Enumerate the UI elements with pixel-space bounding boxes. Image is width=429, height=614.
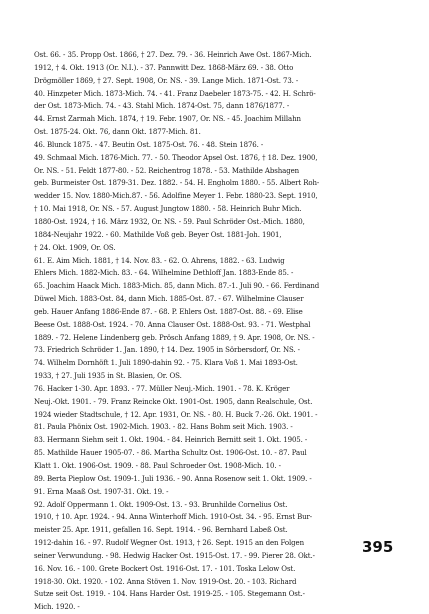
text-line: 49. Schmaal Mich. 1876-Mich. 77. - 50. Theodor Apsel Ost. 1876, † 18. Dez. 1900, (34, 153, 318, 162)
text-line: 1912, † 4. Okt. 1913 (Or. N.I.). - 37. Pannwitt Dez. 1868-März 69. - 38. Otto (34, 63, 294, 72)
text-line: 1912-dahin 16. - 97. Rudolf Wegner Ost. 1913, † 26. Sept. 1915 an den Folgen (34, 539, 305, 548)
text-line: Ost. 1875-24. Okt. 76, dann Okt. 1877-Mich. 81. (34, 128, 201, 137)
text-line: Mich. 1920. - (34, 603, 80, 612)
register-text (34, 49, 396, 614)
text-line: der Ost. 1873-Mich. 74. - 43. Stahl Mich. 1874-Ost. 75, dann 1876/1877. - (34, 102, 290, 111)
text-line: 76. Hacker 1-30. Apr. 1893. - 77. Müller Neuj.-Mich. 1901. - 78. K. Kröger (34, 384, 290, 393)
text-line: 1918-30. Okt. 1920. - 102. Anna Stöven 1. Nov. 1919-Ost. 20. - 103. Richard (34, 577, 297, 586)
text-line: Or. NS. - 51. Feldt 1877-80. - 52. Reichentrog 1878. - 53. Mathilde Abshagen (34, 166, 300, 175)
text-line: 65. Joachim Haack Mich. 1883-Mich. 85, dann Mich. 87.-1. Juli 90. - 66. Ferdinand (34, 282, 320, 291)
text-line: Klatt 1. Okt. 1906-Ost. 1909. - 88. Paul Schroeder Ost. 1908-Mich. 10. - (34, 462, 281, 470)
text-line: wedder 15. Nov. 1880-Mich.87. - 56. Adolfine Meyer 1. Febr. 1880-23. Sept. 1910, (34, 192, 318, 201)
text-line: 1880-Ost. 1924, † 16. März 1932, Or. NS. - 59. Paul Schröder Ost.-Mich. 1880, (34, 217, 305, 226)
text-line: 85. Mathilde Hauer 1905-07. - 86. Martha Schultz Ost. 1906-Ost. 10. - 87. Paul (34, 449, 307, 458)
text-line: Drögmöller 1869, † 27. Sept. 1908, Or. NS. - 39. Lange Mich. 1871-Ost. 73. - (34, 76, 299, 85)
text-line: 1933, † 27. Juli 1935 in St. Blasien, Or. OS. (34, 372, 182, 381)
text-line: 81. Paula Phönix Ost. 1902-Mich. 1903. - 82. Hans Bohm seit Mich. 1903. - (34, 423, 293, 432)
text-line: Sutze seit Ost. 1919. - 104. Hans Harder Ost. 1919-25. - 105. Stegemann Ost.- (34, 590, 305, 599)
text-line: geb. Hauer Anfang 1886-Ende 87. - 68. P. Ehlers Ost. 1887-Ost. 88. - 69. Elise (34, 307, 303, 316)
text-line: 1889. - 72. Helene Lindenberg geb. Prösch Anfang 1889, † 9. Apr. 1908, Or. NS. - (34, 333, 315, 342)
text-line: 40. Hinzpeter Mich. 1873-Mich. 74. - 41. Franz Daebeler 1873-75. - 42. H. Schrö- (34, 89, 316, 98)
text-line: 89. Berta Pieplow Ost. 1909-1. Juli 1936. - 90. Anna Rosenow seit 1. Okt. 1909. - (34, 474, 312, 483)
text-line: 44. Ernst Zarmah Mich. 1874, † 19. Febr. 1907, Or. NS. - 45. Joachim Millahn (34, 115, 301, 124)
text-line: Ost. 66. - 35. Propp Ost. 1866, † 27. Dez. 79. - 36. Heinrich Awe Ost. 1867-Mich. (34, 51, 312, 59)
text-line: 92. Adolf Oppermann 1. Okt. 1909-Ost. 13. - 93. Brunhilde Cornelius Ost. (34, 500, 288, 509)
text-line: 61. E. Aim Mich. 1881, † 14. Nov. 83. - 62. O. Ahrens, 1882. - 63. Ludwig (34, 256, 285, 265)
page-number: 395 (362, 538, 394, 556)
text-line: 16. Nov. 16. - 100. Grete Bockert Ost. 1916-Ost. 17. - 101. Toska Lelow Ost. (34, 564, 296, 573)
text-line: Ehlers Mich. 1882-Mich. 83. - 64. Wilhelmine Dethloff Jan. 1883-Ende 85. - (34, 269, 294, 278)
text-line: meister 25. Apr. 1911, gefallen 16. Sept. 1914. - 96. Bernhard Labeß Ost. (34, 526, 288, 535)
text-line: 1924 wieder Stadtschule, † 12. Apr. 1931, Or. NS. - 80. H. Buck 7.-26. Okt. 1901. - (34, 410, 318, 419)
text-line: seiner Verwundung. - 98. Hedwig Hacker Ost. 1915-Ost. 17. - 99. Pierer 28. Okt.- (34, 551, 315, 560)
document-page (34, 49, 396, 614)
text-line: † 10. Mai 1918, Or. NS. - 57. August Jungtow 1880. - 58. Heinrich Buhr Mich. (34, 205, 302, 214)
text-line: geb. Burmeister Ost. 1879-31. Dez. 1882. - 54. H. Engholm 1880. - 55. Albert Roh- (34, 179, 320, 188)
text-line: 46. Blunck 1875. - 47. Beutin Ost. 1875-Ost. 76. - 48. Stein 1876. - (34, 140, 264, 149)
text-line: 1884-Neujahr 1922. - 60. Mathilde Voß geb. Beyer Ost. 1881-Joh. 1901, (34, 230, 282, 239)
text-line: 91. Erna Maaß Ost. 1907-31. Okt. 19. - (34, 487, 169, 496)
text-line: 73. Friedrich Schröder 1. Jan. 1890, † 14. Dez. 1905 in Sörbersdorf, Or. NS. - (34, 346, 300, 355)
text-line: 83. Hermann Siehm seit 1. Okt. 1904. - 84. Heinrich Bernitt seit 1. Okt. 1905. - (34, 436, 308, 445)
text-line: 1910, † 10. Apr. 1924. - 94. Anna Winterhoff Mich. 1910-Ost. 34. - 95. Ernst Bur- (34, 513, 313, 522)
text-line: Neuj.-Okt. 1901. - 79. Franz Reincke Okt. 1901-Ost. 1905, dann Realschule, Ost. (34, 397, 313, 406)
text-line: 74. Wilhelm Dornhöft 1. Juli 1890-dahin 92. - 75. Klara Voß 1. Mai 1893-Ost. (34, 359, 298, 368)
text-line: Beese Ost. 1888-Ost. 1924. - 70. Anna Clauser Ost. 1888-Ost. 93. - 71. Westphal (34, 320, 311, 329)
text-line: † 24. Okt. 1909, Or. OS. (34, 243, 116, 252)
text-line: Düwel Mich. 1883-Ost. 84, dann Mich. 1885-Ost. 87. - 67. Wilhelmine Clauser (34, 295, 304, 304)
